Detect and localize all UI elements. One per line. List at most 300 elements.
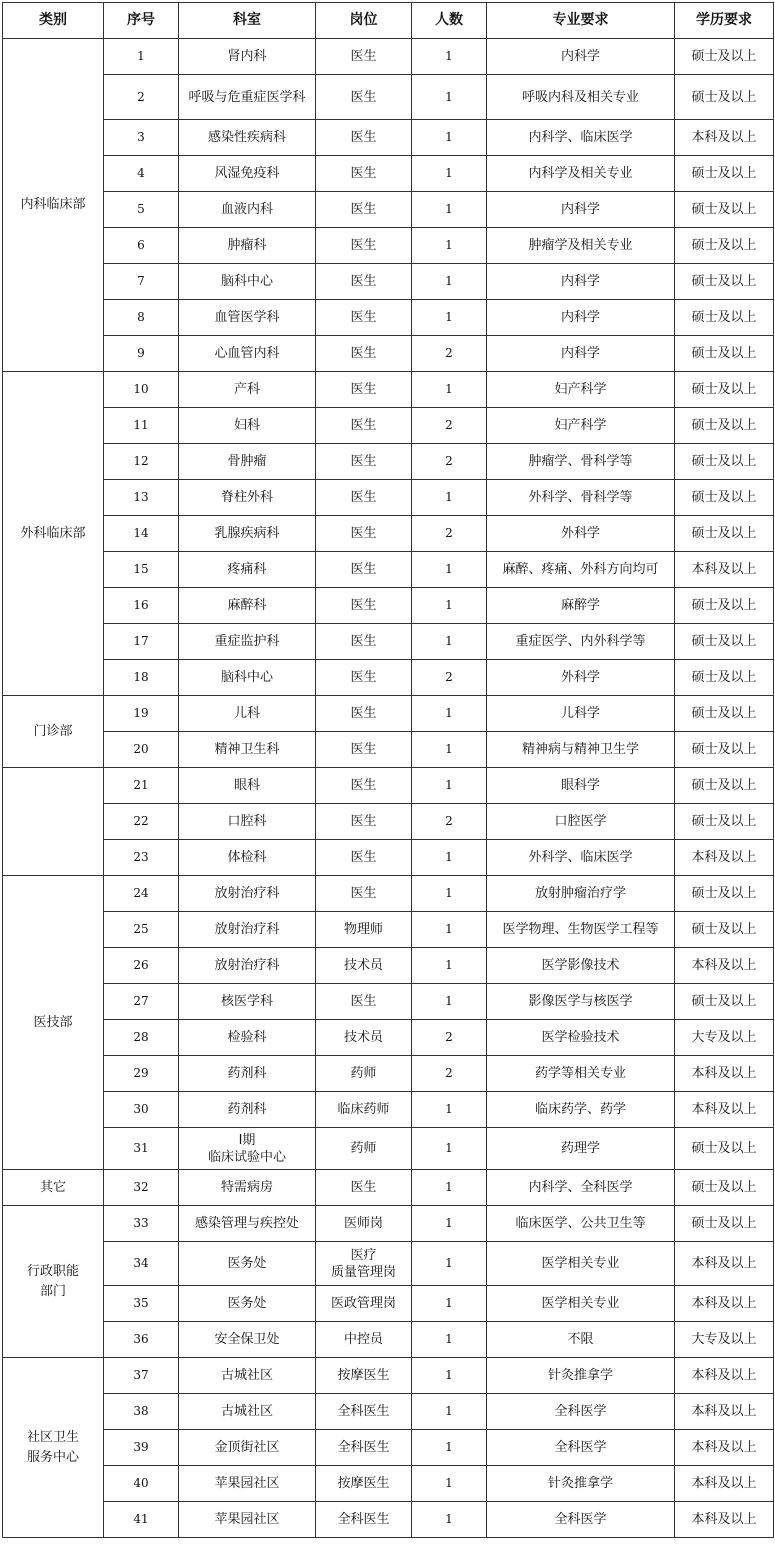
group-category: 外科临床部	[3, 372, 104, 696]
row-department: 儿科	[179, 696, 316, 732]
row-education: 硕士及以上	[675, 480, 774, 516]
row-major: 内科学	[487, 264, 675, 300]
group-category: 门诊部	[3, 696, 104, 768]
row-position: 全科医生	[316, 1394, 412, 1430]
row-education: 硕士及以上	[675, 660, 774, 696]
row-position: 医生	[316, 1170, 412, 1206]
row-count: 1	[412, 1286, 487, 1322]
row-count: 1	[412, 1358, 487, 1394]
row-education: 大专及以上	[675, 1322, 774, 1358]
table-row	[3, 1128, 774, 1170]
table-row	[3, 732, 774, 768]
row-major: 儿科学	[487, 696, 675, 732]
row-major: 眼科学	[487, 768, 675, 804]
row-education: 硕士及以上	[675, 192, 774, 228]
row-major: 内科学	[487, 39, 675, 75]
row-department: 安全保卫处	[179, 1322, 316, 1358]
row-count: 1	[412, 1242, 487, 1286]
row-position: 中控员	[316, 1322, 412, 1358]
row-education: 硕士及以上	[675, 264, 774, 300]
row-index: 18	[104, 660, 179, 696]
row-position: 医生	[316, 264, 412, 300]
row-position: 药师	[316, 1056, 412, 1092]
row-index: 20	[104, 732, 179, 768]
row-count: 1	[412, 75, 487, 120]
row-count: 1	[412, 912, 487, 948]
row-department: 乳腺疾病科	[179, 516, 316, 552]
row-department: 核医学科	[179, 984, 316, 1020]
row-department: 放射治疗科	[179, 912, 316, 948]
row-index: 41	[104, 1502, 179, 1538]
row-department: 医务处	[179, 1242, 316, 1286]
row-department: 产科	[179, 372, 316, 408]
row-index: 1	[104, 39, 179, 75]
row-position: 按摩医生	[316, 1358, 412, 1394]
row-position: 全科医生	[316, 1502, 412, 1538]
row-position: 医生	[316, 984, 412, 1020]
row-major: 全科医学	[487, 1394, 675, 1430]
row-index: 11	[104, 408, 179, 444]
row-major: 肿瘤学及相关专业	[487, 228, 675, 264]
row-index: 35	[104, 1286, 179, 1322]
row-index: 14	[104, 516, 179, 552]
row-position: 医生	[316, 624, 412, 660]
row-count: 2	[412, 804, 487, 840]
table-row	[3, 1020, 774, 1056]
header-count: 人数	[412, 3, 487, 39]
row-education: 硕士及以上	[675, 984, 774, 1020]
row-major: 肿瘤学、骨科学等	[487, 444, 675, 480]
row-education: 硕士及以上	[675, 876, 774, 912]
header-position: 岗位	[316, 3, 412, 39]
row-index: 17	[104, 624, 179, 660]
row-index: 4	[104, 156, 179, 192]
table-row	[3, 1242, 774, 1286]
row-position: 药师	[316, 1128, 412, 1170]
table-row	[3, 1358, 774, 1394]
table-row	[3, 840, 774, 876]
row-index: 8	[104, 300, 179, 336]
row-position: 医疗 质量管理岗	[316, 1242, 412, 1286]
row-major: 外科学	[487, 516, 675, 552]
table-row	[3, 156, 774, 192]
row-index: 38	[104, 1394, 179, 1430]
row-position: 医生	[316, 768, 412, 804]
row-index: 31	[104, 1128, 179, 1170]
row-position: 医生	[316, 192, 412, 228]
row-major: 医学相关专业	[487, 1286, 675, 1322]
row-major: 针灸推拿学	[487, 1358, 675, 1394]
row-department: I期 临床试验中心	[179, 1128, 316, 1170]
row-position: 医生	[316, 732, 412, 768]
table-row	[3, 75, 774, 120]
row-department: 古城社区	[179, 1358, 316, 1394]
row-position: 医生	[316, 39, 412, 75]
header-row	[3, 3, 774, 39]
table-row	[3, 372, 774, 408]
header-index: 序号	[104, 3, 179, 39]
row-count: 1	[412, 1170, 487, 1206]
row-education: 本科及以上	[675, 1092, 774, 1128]
table-row	[3, 1394, 774, 1430]
row-department: 口腔科	[179, 804, 316, 840]
row-education: 本科及以上	[675, 1394, 774, 1430]
row-index: 3	[104, 120, 179, 156]
group-category: 社区卫生 服务中心	[3, 1358, 104, 1538]
row-education: 本科及以上	[675, 840, 774, 876]
table-row	[3, 1466, 774, 1502]
row-position: 医生	[316, 696, 412, 732]
table-row	[3, 984, 774, 1020]
row-education: 硕士及以上	[675, 516, 774, 552]
row-count: 1	[412, 840, 487, 876]
row-position: 医生	[316, 660, 412, 696]
row-major: 重症医学、内外科学等	[487, 624, 675, 660]
row-major: 外科学、骨科学等	[487, 480, 675, 516]
row-major: 医学相关专业	[487, 1242, 675, 1286]
row-major: 影像医学与核医学	[487, 984, 675, 1020]
row-position: 医生	[316, 876, 412, 912]
group-category: 行政职能 部门	[3, 1206, 104, 1358]
row-position: 技术员	[316, 948, 412, 984]
row-department: 血管医学科	[179, 300, 316, 336]
row-education: 硕士及以上	[675, 732, 774, 768]
row-position: 医生	[316, 228, 412, 264]
row-education: 硕士及以上	[675, 39, 774, 75]
table-row	[3, 876, 774, 912]
row-count: 1	[412, 984, 487, 1020]
row-education: 硕士及以上	[675, 228, 774, 264]
row-position: 医生	[316, 840, 412, 876]
row-count: 1	[412, 552, 487, 588]
table-row	[3, 804, 774, 840]
row-position: 医生	[316, 444, 412, 480]
row-department: 药剂科	[179, 1092, 316, 1128]
table-row	[3, 1322, 774, 1358]
row-education: 本科及以上	[675, 1056, 774, 1092]
table-row	[3, 1092, 774, 1128]
row-education: 本科及以上	[675, 120, 774, 156]
row-major: 医学影像技术	[487, 948, 675, 984]
row-education: 硕士及以上	[675, 912, 774, 948]
row-position: 医生	[316, 156, 412, 192]
row-position: 医生	[316, 372, 412, 408]
row-education: 硕士及以上	[675, 768, 774, 804]
row-department: 眼科	[179, 768, 316, 804]
row-department: 放射治疗科	[179, 876, 316, 912]
table-row	[3, 120, 774, 156]
group-category: 内科临床部	[3, 39, 104, 372]
row-index: 12	[104, 444, 179, 480]
row-index: 26	[104, 948, 179, 984]
table-row	[3, 660, 774, 696]
table-row	[3, 264, 774, 300]
row-index: 9	[104, 336, 179, 372]
row-department: 感染性疾病科	[179, 120, 316, 156]
row-major: 口腔医学	[487, 804, 675, 840]
row-education: 本科及以上	[675, 948, 774, 984]
row-count: 1	[412, 300, 487, 336]
row-index: 13	[104, 480, 179, 516]
row-count: 1	[412, 156, 487, 192]
row-major: 呼吸内科及相关专业	[487, 75, 675, 120]
row-education: 硕士及以上	[675, 1170, 774, 1206]
table-row	[3, 300, 774, 336]
row-position: 按摩医生	[316, 1466, 412, 1502]
row-count: 1	[412, 1092, 487, 1128]
row-education: 本科及以上	[675, 1466, 774, 1502]
row-education: 硕士及以上	[675, 1206, 774, 1242]
row-department: 苹果园社区	[179, 1502, 316, 1538]
row-position: 医生	[316, 588, 412, 624]
row-index: 2	[104, 75, 179, 120]
row-position: 医生	[316, 120, 412, 156]
row-major: 外科学	[487, 660, 675, 696]
row-position: 技术员	[316, 1020, 412, 1056]
row-position: 医生	[316, 804, 412, 840]
row-major: 临床药学、药学	[487, 1092, 675, 1128]
row-count: 1	[412, 372, 487, 408]
row-education: 硕士及以上	[675, 300, 774, 336]
row-count: 2	[412, 660, 487, 696]
header-category: 类别	[3, 3, 104, 39]
row-education: 本科及以上	[675, 552, 774, 588]
row-major: 外科学、临床医学	[487, 840, 675, 876]
row-position: 全科医生	[316, 1430, 412, 1466]
row-index: 15	[104, 552, 179, 588]
group-category: 其它	[3, 1170, 104, 1206]
row-position: 医政管理岗	[316, 1286, 412, 1322]
row-education: 硕士及以上	[675, 336, 774, 372]
row-department: 血液内科	[179, 192, 316, 228]
row-education: 硕士及以上	[675, 696, 774, 732]
row-department: 肿瘤科	[179, 228, 316, 264]
row-major: 针灸推拿学	[487, 1466, 675, 1502]
row-count: 1	[412, 192, 487, 228]
row-count: 1	[412, 732, 487, 768]
row-department: 特需病房	[179, 1170, 316, 1206]
row-major: 麻醉学	[487, 588, 675, 624]
row-department: 呼吸与危重症医学科	[179, 75, 316, 120]
row-position: 医生	[316, 300, 412, 336]
row-index: 25	[104, 912, 179, 948]
row-department: 骨肿瘤	[179, 444, 316, 480]
row-count: 1	[412, 480, 487, 516]
row-major: 药学等相关专业	[487, 1056, 675, 1092]
row-major: 妇产科学	[487, 408, 675, 444]
row-count: 1	[412, 1206, 487, 1242]
row-department: 药剂科	[179, 1056, 316, 1092]
row-major: 医学检验技术	[487, 1020, 675, 1056]
row-department: 疼痛科	[179, 552, 316, 588]
table-row	[3, 912, 774, 948]
row-position: 医生	[316, 408, 412, 444]
table-row	[3, 624, 774, 660]
table-row	[3, 1170, 774, 1206]
table-row	[3, 39, 774, 75]
row-index: 16	[104, 588, 179, 624]
row-department: 心血管内科	[179, 336, 316, 372]
header-department: 科室	[179, 3, 316, 39]
row-count: 2	[412, 516, 487, 552]
row-department: 精神卫生科	[179, 732, 316, 768]
row-major: 妇产科学	[487, 372, 675, 408]
row-index: 5	[104, 192, 179, 228]
row-index: 22	[104, 804, 179, 840]
row-major: 精神病与精神卫生学	[487, 732, 675, 768]
row-count: 1	[412, 1322, 487, 1358]
row-count: 1	[412, 1128, 487, 1170]
row-major: 全科医学	[487, 1502, 675, 1538]
table-row	[3, 1056, 774, 1092]
recruitment-table	[2, 2, 774, 1538]
row-index: 39	[104, 1430, 179, 1466]
table-row	[3, 948, 774, 984]
table-row	[3, 408, 774, 444]
row-education: 本科及以上	[675, 1242, 774, 1286]
row-position: 物理师	[316, 912, 412, 948]
row-index: 6	[104, 228, 179, 264]
table-row	[3, 1286, 774, 1322]
row-index: 36	[104, 1322, 179, 1358]
table-row	[3, 444, 774, 480]
group-category: 医技部	[3, 876, 104, 1170]
row-position: 临床药师	[316, 1092, 412, 1128]
row-position: 医师岗	[316, 1206, 412, 1242]
row-major: 内科学	[487, 300, 675, 336]
row-count: 1	[412, 228, 487, 264]
row-count: 1	[412, 39, 487, 75]
row-education: 本科及以上	[675, 1286, 774, 1322]
row-position: 医生	[316, 516, 412, 552]
row-education: 本科及以上	[675, 1430, 774, 1466]
row-education: 硕士及以上	[675, 75, 774, 120]
row-count: 1	[412, 948, 487, 984]
row-education: 本科及以上	[675, 1358, 774, 1394]
row-index: 7	[104, 264, 179, 300]
row-education: 硕士及以上	[675, 156, 774, 192]
table-row	[3, 552, 774, 588]
row-department: 检验科	[179, 1020, 316, 1056]
row-department: 肾内科	[179, 39, 316, 75]
row-count: 1	[412, 876, 487, 912]
row-index: 10	[104, 372, 179, 408]
table-row	[3, 588, 774, 624]
row-major: 全科医学	[487, 1430, 675, 1466]
row-count: 2	[412, 1056, 487, 1092]
row-major: 内科学	[487, 336, 675, 372]
row-education: 大专及以上	[675, 1020, 774, 1056]
row-index: 33	[104, 1206, 179, 1242]
row-department: 脊柱外科	[179, 480, 316, 516]
row-position: 医生	[316, 75, 412, 120]
row-count: 1	[412, 264, 487, 300]
row-count: 1	[412, 1394, 487, 1430]
row-education: 硕士及以上	[675, 444, 774, 480]
row-major: 内科学、临床医学	[487, 120, 675, 156]
table-row	[3, 336, 774, 372]
row-department: 医务处	[179, 1286, 316, 1322]
row-major: 药理学	[487, 1128, 675, 1170]
row-index: 28	[104, 1020, 179, 1056]
table-row	[3, 1430, 774, 1466]
row-index: 21	[104, 768, 179, 804]
row-count: 2	[412, 408, 487, 444]
header-education: 学历要求	[675, 3, 774, 39]
row-department: 脑科中心	[179, 660, 316, 696]
row-count: 2	[412, 444, 487, 480]
row-count: 1	[412, 1430, 487, 1466]
row-count: 1	[412, 1466, 487, 1502]
row-major: 放射肿瘤治疗学	[487, 876, 675, 912]
row-department: 放射治疗科	[179, 948, 316, 984]
row-department: 古城社区	[179, 1394, 316, 1430]
row-department: 麻醉科	[179, 588, 316, 624]
table-row	[3, 228, 774, 264]
row-count: 1	[412, 120, 487, 156]
table-row	[3, 696, 774, 732]
row-department: 风湿免疫科	[179, 156, 316, 192]
row-department: 感染管理与疾控处	[179, 1206, 316, 1242]
row-index: 23	[104, 840, 179, 876]
row-count: 2	[412, 1020, 487, 1056]
row-count: 1	[412, 1502, 487, 1538]
row-major: 内科学及相关专业	[487, 156, 675, 192]
row-major: 医学物理、生物医学工程等	[487, 912, 675, 948]
row-index: 24	[104, 876, 179, 912]
row-department: 金顶街社区	[179, 1430, 316, 1466]
row-department: 体检科	[179, 840, 316, 876]
table-row	[3, 768, 774, 804]
row-education: 硕士及以上	[675, 1128, 774, 1170]
header-major: 专业要求	[487, 3, 675, 39]
row-count: 2	[412, 336, 487, 372]
row-major: 麻醉、疼痛、外科方向均可	[487, 552, 675, 588]
row-index: 19	[104, 696, 179, 732]
row-index: 34	[104, 1242, 179, 1286]
row-count: 1	[412, 624, 487, 660]
table-row	[3, 192, 774, 228]
row-index: 30	[104, 1092, 179, 1128]
row-position: 医生	[316, 480, 412, 516]
row-index: 37	[104, 1358, 179, 1394]
row-department: 苹果园社区	[179, 1466, 316, 1502]
row-position: 医生	[316, 336, 412, 372]
table-row	[3, 480, 774, 516]
row-index: 27	[104, 984, 179, 1020]
row-major: 内科学、全科医学	[487, 1170, 675, 1206]
table-row	[3, 1502, 774, 1538]
row-department: 妇科	[179, 408, 316, 444]
row-index: 40	[104, 1466, 179, 1502]
table-body	[3, 39, 774, 1538]
row-education: 本科及以上	[675, 1502, 774, 1538]
row-major: 内科学	[487, 192, 675, 228]
table-row	[3, 1206, 774, 1242]
row-education: 硕士及以上	[675, 804, 774, 840]
row-education: 硕士及以上	[675, 408, 774, 444]
row-index: 29	[104, 1056, 179, 1092]
row-position: 医生	[316, 552, 412, 588]
row-education: 硕士及以上	[675, 372, 774, 408]
row-major: 临床医学、公共卫生等	[487, 1206, 675, 1242]
row-index: 32	[104, 1170, 179, 1206]
row-major: 不限	[487, 1322, 675, 1358]
row-education: 硕士及以上	[675, 624, 774, 660]
row-count: 1	[412, 768, 487, 804]
row-count: 1	[412, 588, 487, 624]
group-category	[3, 768, 104, 876]
